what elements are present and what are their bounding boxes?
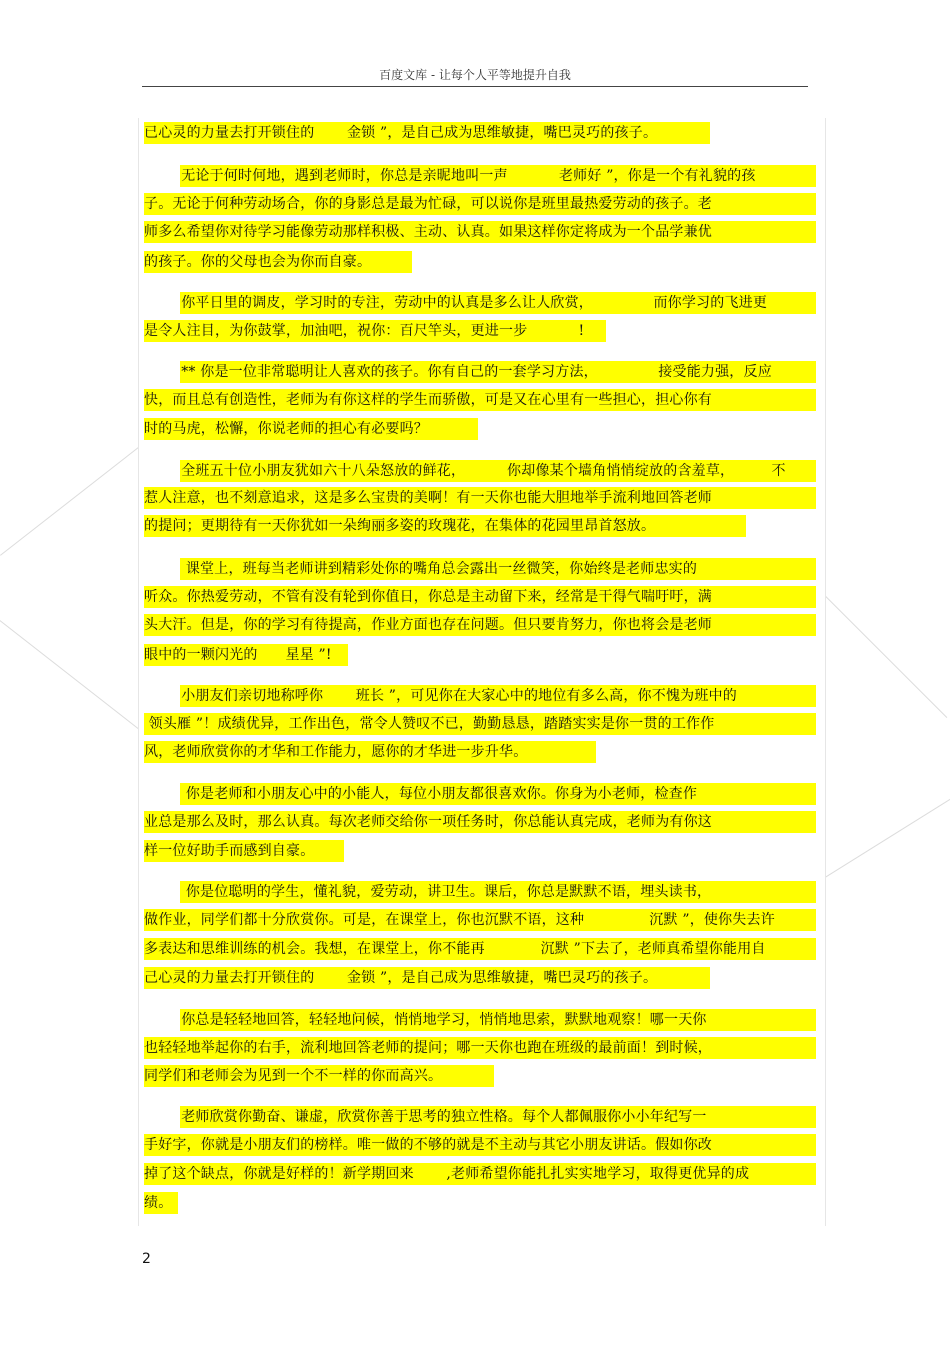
text-line: 惹人注意，也不刻意追求，这是多么宝贵的美啊！有一天你也能大胆地举手流利地回答老师: [144, 487, 816, 509]
text-line: 也轻轻地举起你的右手，流利地回答老师的提问；哪一天你也跑在班级的最前面！到时候，: [144, 1037, 816, 1059]
text-line: 做作业，同学们都十分欣赏你。可是，在课堂上，你也沉默不语，这种 沉默 ”，使你失去许: [144, 909, 816, 931]
text-line: 课堂上，班每当老师讲到精彩处你的嘴角总会露出一丝微笑，你始终是老师忠实的: [144, 558, 816, 580]
text-line: 师多么希望你对待学习能像劳动那样积极、主动、认真。如果这样你定将成为一个品学兼优: [144, 221, 816, 243]
content-panel: [138, 118, 826, 1226]
background-line: [0, 620, 150, 738]
text-line: 你平日里的调皮，学习时的专注，劳动中的认真是多么让人欣赏， 而你学习的飞进更: [144, 292, 816, 314]
text-line: 绩。: [144, 1192, 180, 1214]
text-line: 样一位好助手而感到自豪。: [144, 840, 346, 862]
text-line: 你是位聪明的学生，懂礼貌，爱劳动，讲卫生。课后，你总是默默不语，埋头读书，: [144, 881, 816, 903]
text-line: 风，老师欣赏你的才华和工作能力，愿你的才华进一步升华。: [144, 741, 598, 763]
text-line: 快，而且总有创造性，老师为有你这样的学生而骄傲，可是又在心里有一些担心，担心你有: [144, 389, 816, 411]
text-line: 领头雁 ”！成绩优异，工作出色，常令人赞叹不已，勤勤恳恳，踏踏实实是你一贯的工作作: [144, 713, 816, 735]
text-line: 你总是轻轻地回答，轻轻地问候，悄悄地学习，悄悄地思索，默默地观察！哪一天你: [144, 1009, 816, 1031]
background-line: [820, 785, 950, 881]
text-line: 已心灵的力量去打开锁住的 金锁 ”，是自己成为思维敏捷，嘴巴灵巧的孩子。: [144, 122, 714, 144]
text-line: 己心灵的力量去打开锁住的 金锁 ”，是自己成为思维敏捷，嘴巴灵巧的孩子。: [144, 967, 714, 989]
text-line: 时的马虎，松懈，你说老师的担心有必要吗？: [144, 418, 480, 440]
text-line: 多表达和思维训练的机会。我想，在课堂上，你不能再 沉默 ”下去了，老师真希望你能用自: [144, 938, 816, 960]
text-line: 无论于何时何地，遇到老师时，你总是亲昵地叫一声 老师好 ”，你是一个有礼貌的孩: [144, 165, 816, 187]
page-number: 2: [142, 1251, 151, 1267]
text-line: 业总是那么及时，那么认真。每次老师交给你一项任务时，你总能认真完成，老师为有你这: [144, 811, 816, 833]
text-line: 子。无论于何种劳动场合，你的身影总是最为忙碌，可以说你是班里最热爱劳动的孩子。老: [144, 193, 816, 215]
background-line: [0, 438, 150, 556]
text-line: 是令人注目，为你鼓掌，加油吧，祝你：百尺竿头，更进一步 !: [144, 320, 614, 342]
header-divider: [142, 86, 808, 87]
text-line: 的提问；更期待有一天你犹如一朵绚丽多姿的玫瑰花，在集体的花园里昂首怒放。: [144, 515, 748, 537]
background-line: [819, 590, 947, 718]
text-line: 同学们和老师会为见到一个不一样的你而高兴。: [144, 1065, 496, 1087]
text-line: 头大汗。但是，你的学习有待提高，作业方面也存在问题。但只要肯努力，你也将会是老师: [144, 614, 816, 636]
text-line: 全班五十位小朋友犹如六十八朵怒放的鲜花， 你却像某个墙角悄悄绽放的含羞草， 不: [144, 460, 816, 482]
text-line: 老师欣赏你勤奋、谦虚，欣赏你善于思考的独立性格。每个人都佩服你小小年纪写一: [144, 1106, 816, 1128]
text-line: 的孩子。你的父母也会为你而自豪。: [144, 251, 414, 273]
text-line: 手好字，你就是小朋友们的榜样。唯一做的不够的就是不主动与其它小朋友讲话。假如你改: [144, 1134, 816, 1156]
text-line: ** 你是一位非常聪明让人喜欢的孩子。你有自己的一套学习方法， 接受能力强，反应: [144, 361, 816, 383]
text-line: 小朋友们亲切地称呼你 班长 ”，可见你在大家心中的地位有多么高，你不愧为班中的: [144, 685, 816, 707]
text-line: 听众。你热爱劳动，不管有没有轮到你值日，你总是主动留下来，经常是干得气喘吁吁，满: [144, 586, 816, 608]
page-header: 百度文库 - 让每个人平等地提升自我: [379, 68, 571, 82]
text-line: 你是老师和小朋友心中的小能人，每位小朋友都很喜欢你。你身为小老师，检查作: [144, 783, 816, 805]
text-line: 掉了这个缺点，你就是好样的！新学期回来 ,老师希望你能扎扎实实地学习，取得更优异的成: [144, 1163, 816, 1185]
text-line: 眼中的一颗闪光的 星星 ”!: [144, 644, 350, 666]
